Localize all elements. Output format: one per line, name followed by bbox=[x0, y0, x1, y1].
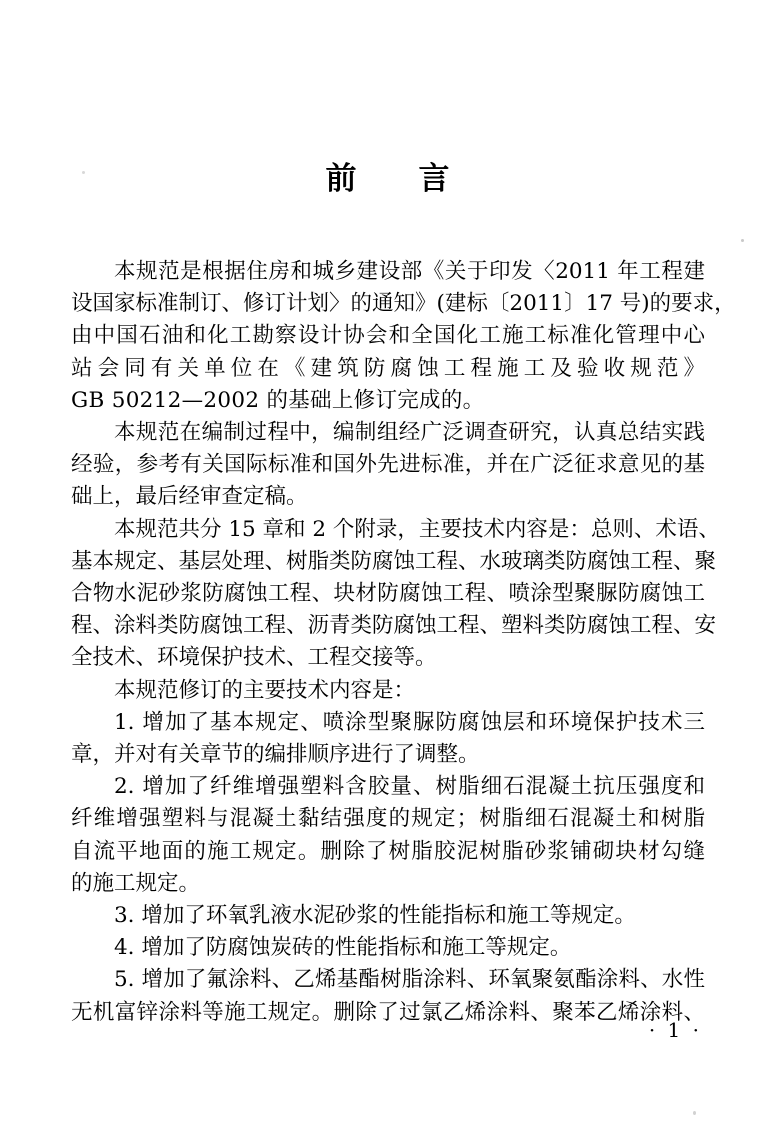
paragraph-2 bbox=[71, 417, 705, 514]
paragraph-3 bbox=[71, 514, 720, 675]
revision-item-4 bbox=[71, 932, 705, 964]
paragraph-4 bbox=[71, 675, 705, 707]
paragraph-line: 本规范共分 15 章和 2 个附录，主要技术内容是：总则、术语、 bbox=[114, 516, 720, 542]
paragraph-line: 纤维增强塑料与混凝土黏结强度的规定；树脂细石混凝土和树脂 bbox=[71, 806, 705, 832]
scan-artifact-speck bbox=[693, 1111, 696, 1115]
scan-artifact-speck bbox=[741, 239, 744, 242]
paragraph-line: 经验，参考有关国际标准和国外先进标准，并在广泛征求意见的基 bbox=[71, 452, 705, 478]
paragraph-line: 无机富锌涂料等施工规定。删除了过氯乙烯涂料、聚苯乙烯涂料、 bbox=[71, 999, 705, 1025]
paragraph-line: 章，并对有关章节的编排顺序进行了调整。 bbox=[71, 742, 480, 768]
paragraph-line: 的施工规定。 bbox=[71, 870, 201, 896]
paragraph-line: 本规范是根据住房和城乡建设部《关于印发〈2011 年工程建 bbox=[114, 259, 705, 284]
paragraph-line: 础上，最后经审查定稿。 bbox=[71, 484, 308, 510]
paragraph-line: 1. 增加了基本规定、喷涂型聚脲防腐蚀层和环境保护技术三 bbox=[114, 709, 705, 735]
revision-item-1 bbox=[71, 707, 705, 771]
paragraph-1 bbox=[71, 256, 736, 417]
revision-item-2 bbox=[71, 771, 705, 900]
paragraph-line: 基本规定、基层处理、树脂类防腐蚀工程、水玻璃类防腐蚀工程、聚 bbox=[71, 548, 717, 574]
paragraph-line: 站会同有关单位在《建筑防腐蚀工程施工及验收规范》 bbox=[71, 355, 705, 381]
page-title: 前 言 bbox=[325, 161, 450, 197]
paragraph-line: 由中国石油和化工勘察设计协会和全国化工施工标准化管理中心 bbox=[71, 323, 705, 349]
paragraph-line: 2. 增加了纤维增强塑料含胶量、树脂细石混凝土抗压强度和 bbox=[114, 774, 705, 800]
revision-item-3 bbox=[71, 900, 705, 932]
page-number: · 1 · bbox=[648, 1018, 702, 1042]
paragraph-line: 3. 增加了环氧乳液水泥砂浆的性能指标和施工等规定。 bbox=[114, 903, 636, 929]
paragraph-line: GB 50212—2002 的基础上修订完成的。 bbox=[71, 387, 485, 413]
document-body bbox=[71, 256, 736, 1029]
paragraph-line: 自流平地面的施工规定。删除了树脂胶泥树脂砂浆铺砌块材勾缝 bbox=[71, 838, 705, 864]
paragraph-line: 本规范在编制过程中，编制组经广泛调查研究，认真总结实践 bbox=[114, 420, 705, 446]
paragraph-line: 4. 增加了防腐蚀炭砖的性能指标和施工等规定。 bbox=[114, 935, 572, 961]
paragraph-line: 5. 增加了氟涂料、乙烯基酯树脂涂料、环氧聚氨酯涂料、水性 bbox=[114, 967, 705, 993]
paragraph-line: 程、涂料类防腐蚀工程、沥青类防腐蚀工程、塑料类防腐蚀工程、安 bbox=[71, 613, 717, 639]
paragraph-line: 设国家标准制订、修订计划〉的通知》(建标〔2011〕17 号)的要求， bbox=[71, 291, 736, 317]
paragraph-line: 本规范修订的主要技术内容是： bbox=[114, 677, 416, 703]
paragraph-line: 全技术、环境保护技术、工程交接等。 bbox=[71, 645, 437, 671]
paragraph-line: 合物水泥砂浆防腐蚀工程、块材防腐蚀工程、喷涂型聚脲防腐蚀工 bbox=[71, 581, 705, 607]
